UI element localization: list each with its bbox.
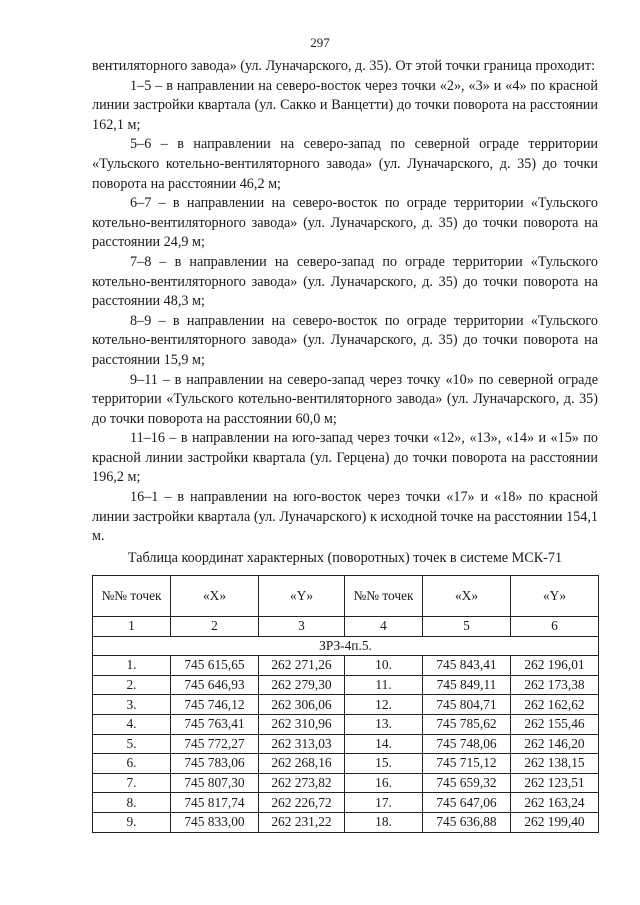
table-row	[93, 754, 599, 774]
x-coordinate: 745 804,71	[423, 695, 511, 715]
table-row	[93, 656, 599, 676]
boundary-description	[92, 57, 598, 547]
y-coordinate: 262 271,26	[259, 656, 345, 676]
point-number: 7.	[93, 773, 171, 793]
paragraph-segment-5-6: 5–6 – в направлении на северо-запад по северной ограде территории «Тульского котельно-вентиляторного завода» (ул. Луначарского, д. 35) до точки поворота на расстоянии 46,2 м;	[92, 136, 598, 192]
point-number: 8.	[93, 793, 171, 813]
point-number: 11.	[345, 675, 423, 695]
x-coordinate: 745 783,06	[171, 754, 259, 774]
paragraph-segment-6-7: 6–7 – в направлении на северо-восток по ограде территории «Тульского котельно-вентиляторного завода» (ул. Луначарского, д. 35) до точки поворота на расстоянии 24,9 м;	[92, 195, 598, 251]
column-number: 1	[93, 617, 171, 637]
table-body	[93, 656, 599, 832]
point-number: 4.	[93, 714, 171, 734]
x-coordinate: 745 615,65	[171, 656, 259, 676]
x-coordinate: 745 763,41	[171, 714, 259, 734]
x-coordinate: 745 715,12	[423, 754, 511, 774]
paragraph-segment-7-8: 7–8 – в направлении на северо-запад по ограде территории «Тульского котельно-вентиляторного завода» (ул. Луначарского, д. 35) до точки поворота на расстоянии 48,3 м;	[92, 253, 598, 310]
table-row	[93, 675, 599, 695]
paragraph-segment-9-11: 9–11 – в направлении на северо-запад через точку «10» по северной ограде территории «Тульского котельно-вентиляторного завода» (ул. Луначарского, д. 35) до точки поворота на расстоянии 60,0 м;	[92, 371, 598, 427]
point-number: 14.	[345, 734, 423, 754]
y-coordinate: 262 163,24	[511, 793, 599, 813]
point-number: 17.	[345, 793, 423, 813]
y-coordinate: 262 310,96	[259, 714, 345, 734]
table-row	[93, 734, 599, 754]
header-y: «Y»	[511, 576, 599, 617]
header-y: «Y»	[259, 576, 345, 617]
point-number: 12.	[345, 695, 423, 715]
table-row	[93, 773, 599, 793]
column-number: 3	[259, 617, 345, 637]
point-number: 1.	[93, 656, 171, 676]
point-number: 13.	[345, 714, 423, 734]
column-number: 6	[511, 617, 599, 637]
table-row	[93, 812, 599, 832]
point-number: 5.	[93, 734, 171, 754]
x-coordinate: 745 833,00	[171, 812, 259, 832]
x-coordinate: 745 817,74	[171, 793, 259, 813]
point-number: 16.	[345, 773, 423, 793]
x-coordinate: 745 636,88	[423, 812, 511, 832]
point-number: 15.	[345, 754, 423, 774]
x-coordinate: 745 849,11	[423, 675, 511, 695]
header-x: «X»	[423, 576, 511, 617]
table-header-row	[93, 576, 599, 617]
zone-row	[93, 636, 599, 656]
y-coordinate: 262 199,40	[511, 812, 599, 832]
paragraph-segment-1-5: 1–5 – в направлении на северо-восток через точки «2», «3» и «4» по красной линии застройки квартала (ул. Сакко и Ванцетти) до точки поворота на расстоянии 162,1 м;	[92, 77, 598, 133]
y-coordinate: 262 196,01	[511, 656, 599, 676]
table-row	[93, 714, 599, 734]
table-row	[93, 793, 599, 813]
point-number: 10.	[345, 656, 423, 676]
point-number: 2.	[93, 675, 171, 695]
page-number: 297	[310, 35, 330, 50]
paragraph-segment-16-1: 16–1 – в направлении на юго-восток через точки «17» и «18» по красной линии застройки квартала (ул. Луначарского) к исходной точке на расстоянии 154,1 м.	[92, 489, 598, 545]
y-coordinate: 262 226,72	[259, 793, 345, 813]
y-coordinate: 262 231,22	[259, 812, 345, 832]
zone-label: ЗРЗ-4п.5.	[93, 636, 599, 656]
point-number: 6.	[93, 754, 171, 774]
column-number: 5	[423, 617, 511, 637]
point-number: 18.	[345, 812, 423, 832]
x-coordinate: 745 748,06	[423, 734, 511, 754]
table-row	[93, 695, 599, 715]
y-coordinate: 262 123,51	[511, 773, 599, 793]
table-caption: Таблица координат характерных (поворотных) точек в системе МСК-71	[127, 550, 563, 566]
y-coordinate: 262 155,46	[511, 714, 599, 734]
header-point-number: №№ точек	[93, 576, 171, 617]
y-coordinate: 262 162,62	[511, 695, 599, 715]
x-coordinate: 745 772,27	[171, 734, 259, 754]
x-coordinate: 745 843,41	[423, 656, 511, 676]
header-point-number: №№ точек	[345, 576, 423, 617]
paragraph-segment-8-9: 8–9 – в направлении на северо-восток по ограде территории «Тульского котельно-вентиляторного завода» (ул. Луначарского, д. 35) до точки поворота на расстоянии 15,9 м;	[92, 312, 598, 368]
point-number: 9.	[93, 812, 171, 832]
y-coordinate: 262 273,82	[259, 773, 345, 793]
paragraph-segment-11-16: 11–16 – в направлении на юго-запад через точки «12», «13», «14» и «15» по красной линии застройки квартала (ул. Герцена) до точки поворота на расстоянии 196,2 м;	[92, 430, 598, 486]
x-coordinate: 745 785,62	[423, 714, 511, 734]
coordinates-table	[92, 575, 599, 833]
column-number: 2	[171, 617, 259, 637]
y-coordinate: 262 146,20	[511, 734, 599, 754]
column-number-row	[93, 617, 599, 637]
x-coordinate: 745 646,93	[171, 675, 259, 695]
y-coordinate: 262 306,06	[259, 695, 345, 715]
header-x: «X»	[171, 576, 259, 617]
column-number: 4	[345, 617, 423, 637]
x-coordinate: 745 659,32	[423, 773, 511, 793]
y-coordinate: 262 313,03	[259, 734, 345, 754]
x-coordinate: 745 647,06	[423, 793, 511, 813]
y-coordinate: 262 173,38	[511, 675, 599, 695]
y-coordinate: 262 268,16	[259, 754, 345, 774]
x-coordinate: 745 807,30	[171, 773, 259, 793]
paragraph-intro: вентиляторного завода» (ул. Луначарского, д. 35). От этой точки граница проходит:	[92, 58, 596, 74]
point-number: 3.	[93, 695, 171, 715]
y-coordinate: 262 279,30	[259, 675, 345, 695]
y-coordinate: 262 138,15	[511, 754, 599, 774]
x-coordinate: 745 746,12	[171, 695, 259, 715]
